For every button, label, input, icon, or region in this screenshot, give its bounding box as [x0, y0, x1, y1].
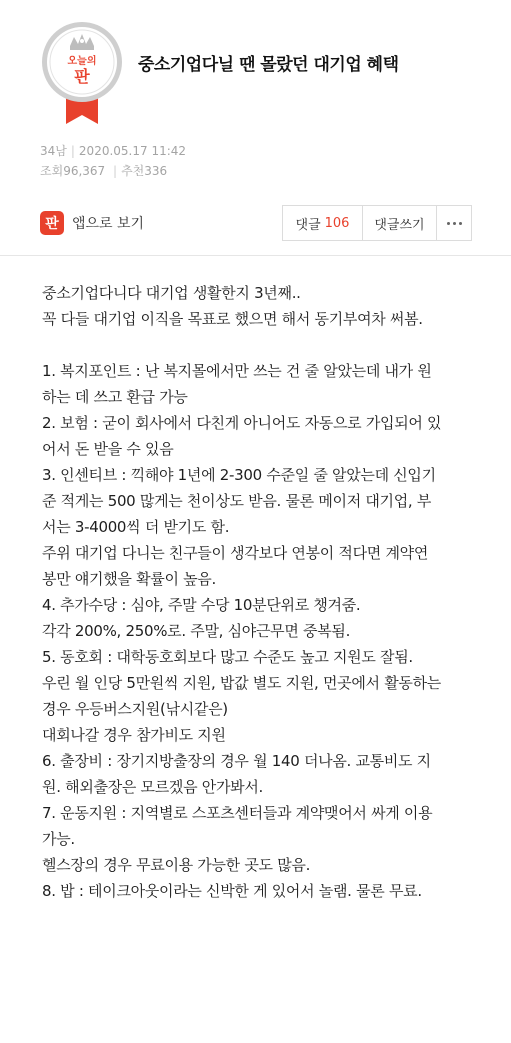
body-line: 2. 보험 : 굳이 회사에서 다친게 아니어도 자동으로 가입되어 있	[42, 414, 442, 432]
comments-button[interactable]	[283, 206, 363, 240]
pann-app-icon: 판	[40, 211, 64, 235]
write-comment-button[interactable]	[363, 206, 437, 240]
body-line: 서는 3-4000씩 더 받기도 함.	[42, 518, 230, 536]
header-divider	[0, 255, 511, 256]
post-body	[42, 280, 482, 904]
meta-separator: |	[113, 164, 118, 178]
badge-line1: 오늘의	[67, 56, 97, 67]
more-options-button[interactable]	[437, 206, 471, 240]
open-in-app-button[interactable]	[40, 209, 144, 237]
open-in-app-label: 앱으로 보기	[72, 216, 145, 232]
body-line: 대회나갈 경우 참가비도 지원	[42, 726, 226, 744]
body-line: 꼭 다들 대기업 이직을 목표로 했으면 해서 동기부여차 써봄.	[42, 310, 423, 328]
ellipsis-icon	[447, 222, 462, 225]
today-pann-badge	[40, 20, 124, 130]
comments-count: 106	[324, 215, 350, 231]
author: 34남	[40, 144, 67, 158]
body-line: 우린 월 인당 5만원씩 지원, 밥값 별도 지원, 먼곳에서 활동하는	[42, 674, 441, 692]
post-title: 중소기업다닐 땐 몰랐던 대기업 혜택	[138, 55, 399, 75]
body-line: 원. 해외출장은 모르겠음 안가봐서.	[42, 778, 264, 796]
body-line: 경우 우등버스지원(낚시같은)	[42, 700, 228, 718]
badge-line2: 판	[74, 67, 90, 86]
body-line: 8. 밥 : 테이크아웃이라는 신박한 게 있어서 놀램. 물론 무료.	[42, 882, 422, 900]
comment-button-group	[282, 205, 472, 241]
body-line: 주위 대기업 다니는 친구들이 생각보다 연봉이 적다면 계약연	[42, 544, 429, 562]
body-line: 4. 추가수당 : 심야, 주말 수당 10분단위로 챙겨줌.	[42, 596, 361, 614]
views-count: 96,367	[63, 164, 106, 178]
body-line: 7. 운동지원 : 지역별로 스포츠센터들과 계약맺어서 싸게 이용	[42, 804, 433, 822]
body-line: 가능.	[42, 830, 75, 848]
body-line: 어서 돈 받을 수 있음	[42, 440, 174, 458]
body-line: 중소기업다니다 대기업 생활한지 3년째..	[42, 284, 301, 302]
body-line: 3. 인센티브 : 끽해야 1년에 2-300 수준일 줄 알았는데 신입기	[42, 466, 436, 484]
recommend-count: 336	[144, 164, 168, 178]
recommend-label: 추천	[121, 164, 145, 178]
post-toolbar	[40, 205, 472, 243]
body-line: 1. 복지포인트 : 난 복지몰에서만 쓰는 건 줄 알았는데 내가 원	[42, 362, 432, 380]
body-line: 헬스장의 경우 무료이용 가능한 곳도 많음.	[42, 856, 311, 874]
comments-label: 댓글	[295, 217, 321, 233]
body-line: 하는 데 쓰고 환급 가능	[42, 388, 188, 406]
write-comment-label: 댓글쓰기	[374, 217, 425, 233]
body-line: 5. 동호회 : 대학동호회보다 많고 수준도 높고 지원도 잘됨.	[42, 648, 413, 666]
body-line: 봉만 얘기했을 확률이 높음.	[42, 570, 216, 588]
body-line: 준 적게는 500 많게는 천이상도 받음. 물론 메이저 대기업, 부	[42, 492, 432, 510]
body-line: 각각 200%, 250%로. 주말, 심야근무면 중복됨.	[42, 622, 351, 640]
meta-separator: |	[70, 144, 75, 158]
views-label: 조회	[40, 164, 64, 178]
post-header	[0, 0, 511, 130]
post-date: 2020.05.17 11:42	[78, 144, 187, 158]
paragraph-gap	[42, 332, 482, 358]
post-meta	[40, 141, 186, 181]
body-line: 6. 출장비 : 장기지방출장의 경우 월 140 더나옴. 교통비도 지	[42, 752, 431, 770]
